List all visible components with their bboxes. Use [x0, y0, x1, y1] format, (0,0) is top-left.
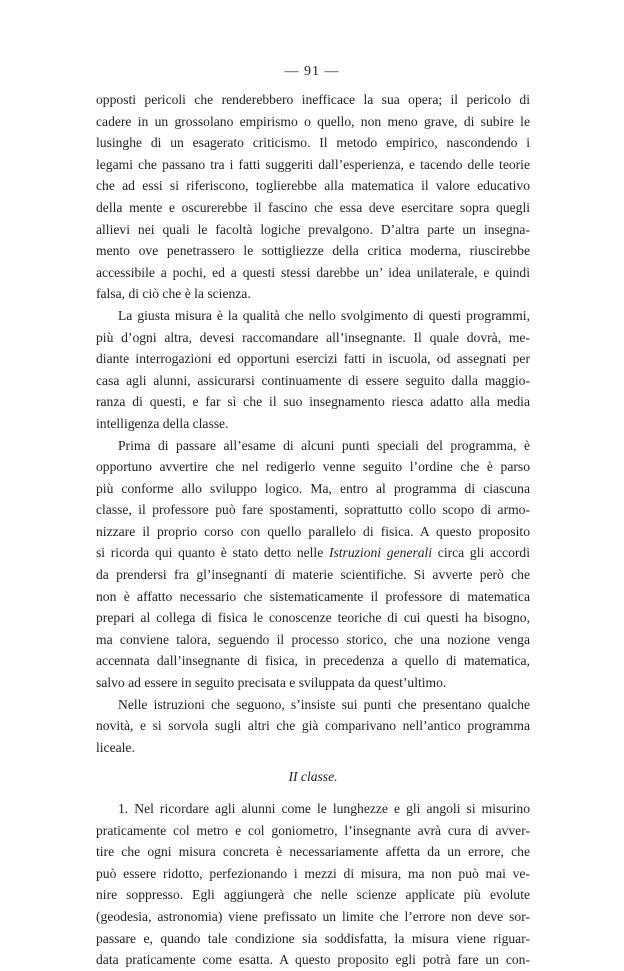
text-line: tire che ogni misura concreta è necessariamente affetta da un errore, che	[96, 844, 530, 860]
text-line: della mente e oscurerebbe il fascino che essa deve esercitare sopra quegli	[96, 199, 530, 215]
text-line: liceale.	[96, 739, 135, 755]
paragraph-4	[96, 694, 530, 759]
text-line: falsa, di ciò che è la scienza.	[96, 286, 251, 302]
text-line: data praticamente come esatta. A questo proposito egli potrà fare un con-	[96, 952, 530, 968]
text-line-with-emphasis	[96, 542, 530, 564]
text-line: praticamente col metro e col goniometro, l’insegnante avrà cura di avver-	[96, 822, 530, 838]
text-line: intelligenza della classe.	[96, 415, 229, 431]
text-line: novità, e si sorvola sugli altri che già comparivano nell’antico programma	[96, 718, 530, 734]
text-line: diante interrogazioni ed opportuni esercizi fatti in iscuola, od assegnati per	[96, 351, 530, 367]
emphasis-istruzioni-generali: Istruzioni generali	[328, 545, 433, 561]
text-line: 1. Nel ricordare agli alunni come le lunghezze e gli angoli si misurino	[118, 801, 530, 816]
text-line: ranza di questi, e far sì che il suo insegnamento riesca adatto alla media	[96, 394, 530, 410]
text-line: opportuno avvertire che nel redigerlo venne seguito l’ordine che è parso	[96, 459, 530, 475]
text-line: accennata dall’insegnante di fisica, in precedenza a quello di matematica,	[96, 653, 530, 669]
text-line: accessibile a pochi, ed a questi stessi darebbe un’ idea unilaterale, e quindi	[96, 264, 530, 280]
text-line: passare e, quando tale condizione sia soddisfatta, la misura viene riguar-	[96, 930, 530, 946]
text-line: allievi nei quali le facoltà logiche prevalgono. D’altra parte un insegna-	[96, 221, 530, 237]
text-line: ma conviene talora, seguendo il processo storico, che una nozione venga	[96, 631, 530, 647]
text-line: classe, il professore può fare spostamenti, soprattutto collo scopo di armo-	[96, 502, 530, 518]
paragraph-2	[96, 305, 530, 435]
text-line: che ad essi si riferiscono, toglierebbe alla matematica il valore educativo	[96, 178, 530, 194]
text-line: legami che passano tra i fatti suggeriti dall’esperienza, e tacendo delle teorie	[96, 156, 530, 172]
paragraph-1	[96, 89, 530, 305]
text-line: non è affatto necessario che sistematicamente il professore di matematica	[96, 588, 530, 604]
text-line: nizzare il proprio corso con quello parallelo di fisica. A questo proposito	[96, 523, 530, 539]
text-line: da prendersi fra gl’insegnanti di materie scientifiche. Si avverte però che	[96, 567, 530, 583]
text-line: più conforme allo sviluppo logico. Ma, entro al programma di ciascuna	[96, 480, 530, 496]
text-line: mento ove penetrassero le sottigliezze della critica moderna, riuscirebbe	[96, 243, 530, 259]
page-number: — 91 —	[284, 64, 340, 79]
paragraph-3	[96, 435, 530, 694]
text-line: nire soppresso. Egli aggiungerà che nelle scienze applicate più evolute	[96, 887, 530, 903]
text-line: (geodesia, astronomia) viene prefissato un limite che l’errore non deve sor-	[96, 908, 530, 924]
text-line: Nelle istruzioni che seguono, s’insiste sui punti che presentano qualche	[118, 696, 530, 712]
text-line: cadere in un grossolano empirismo o quello, non meno grave, di subire le	[96, 113, 530, 129]
paragraph-5	[96, 798, 530, 971]
text-line: lusinghe di un esagerato criticismo. Il metodo empirico, nascondendo i	[96, 135, 530, 151]
text-line: salvo ad essere in seguito precisata e sviluppata da quest’ultimo.	[96, 675, 447, 691]
text-line: casa agli alunni, assicurarsi continuamente di essere seguito dalla maggio-	[96, 372, 530, 388]
text-span: si ricorda qui quanto è stato detto nelle	[96, 545, 329, 561]
text-line: opposti pericoli che renderebbero inefficace la sua opera; il pericolo di	[96, 92, 530, 107]
text-line: può essere ridotto, perfezionando i mezzi di misura, ma non può mai ve-	[96, 865, 530, 881]
text-line: prepari al collega di fisica le conoscenze teoriche di cui questi ha bisogno,	[96, 610, 530, 626]
section-heading: II classe.	[288, 769, 338, 785]
text-line: più d’ogni altra, devesi raccomandare all’insegnante. Il quale dovrà, me-	[96, 329, 530, 345]
text-span: circa gli accordi	[432, 545, 530, 561]
text-line: Prima di passare all’esame di alcuni punti speciali del programma, è	[118, 437, 530, 453]
text-line: La giusta misura è la qualità che nello svolgimento di questi programmi,	[118, 307, 530, 323]
body-text	[96, 89, 530, 971]
